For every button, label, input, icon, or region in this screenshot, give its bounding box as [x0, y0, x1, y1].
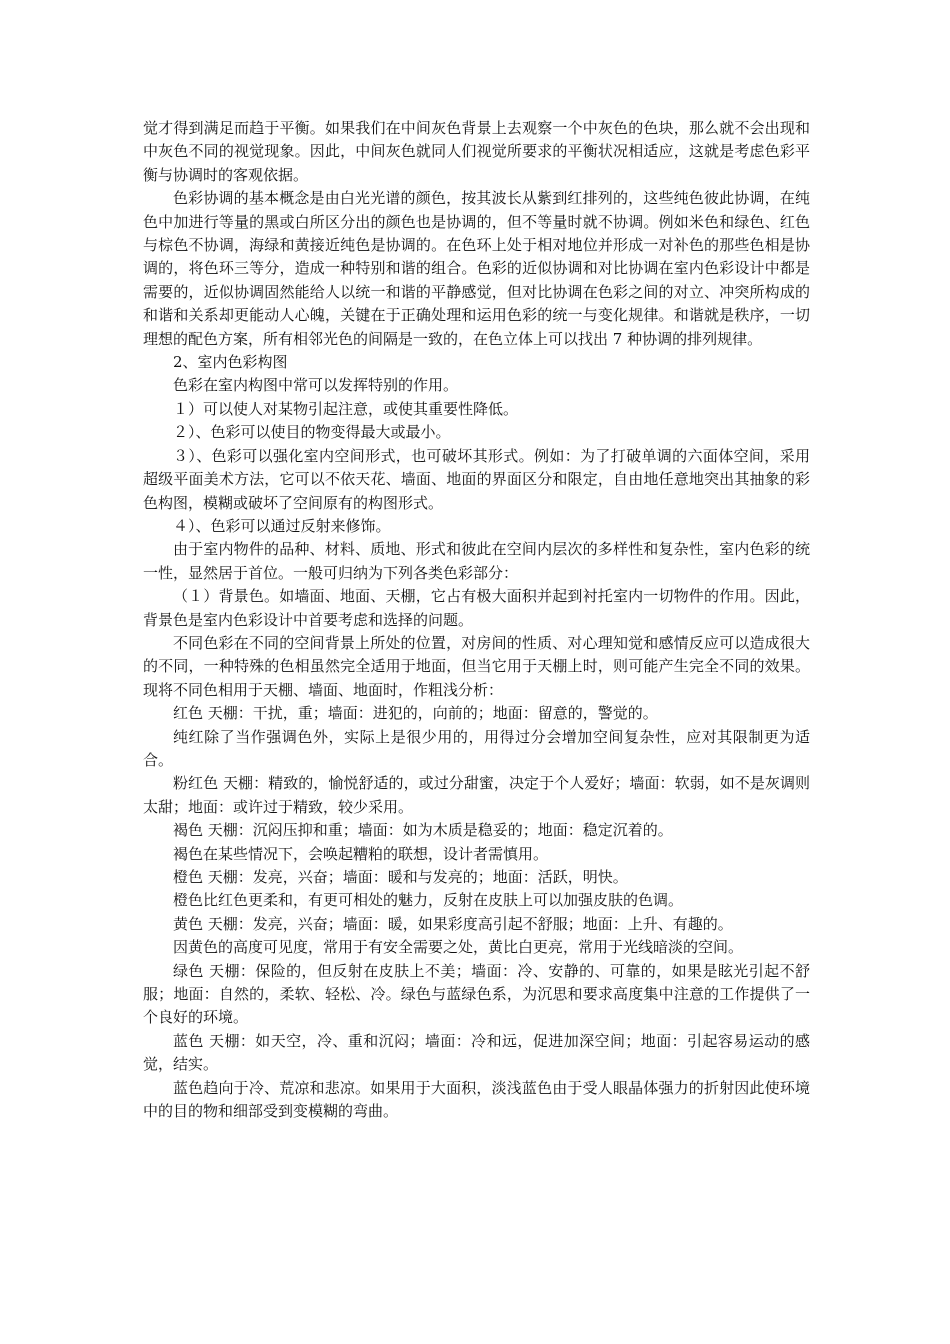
- list-item-3: ３）、色彩可以强化室内空间形式，也可破坏其形式。例如：为了打破单调的六面体空间，采用超级平面美术方法，它可以不依天花、墙面、地面的界面区分和限定，自由地任意地突出其抽象的彩色构图，模糊或破坏了空间原有的构图形式。: [143, 446, 810, 512]
- color-entry-blue: 蓝色 天棚：如天空，冷、重和沉闷；墙面：冷和远，促进加深空间；地面：引起容易运动的感觉，结实。: [143, 1031, 810, 1074]
- list-item-2: ２）、色彩可以使目的物变得最大或最小。: [173, 423, 451, 442]
- paragraph: 不同色彩在不同的空间背景上所处的位置，对房间的性质、对心理知觉和感情反应可以造成很大的不同，一种特殊的色相虽然完全适用于地面，但当它用于天棚上时，则可能产生完全不同的效果。现将不同色相用于天棚、墙面、地面时，作粗浅分析：: [143, 633, 810, 699]
- paragraph: 色彩在室内构图中常可以发挥特别的作用。: [173, 376, 459, 395]
- paragraph-background-color: （１）背景色。如墙面、地面、天棚，它占有极大面积并起到衬托室内一切物件的作用。因此，背景色是室内色彩设计中首要考虑和选择的问题。: [143, 587, 810, 629]
- color-entry-red: 红色 天棚：干扰，重；墙面：进犯的，向前的；地面：留意的，警觉的。: [173, 704, 658, 723]
- paragraph-color-harmony: 色彩协调的基本概念是由白光光谱的颜色，按其波长从紫到红排列的，这些纯色彼此协调，在纯色中加进行等量的黑或白所区分出的颜色也是协调的，但不等量时就不协调。例如米色和绿色、红色与棕色不协调，海绿和黄接近纯色是协调的。在色环上处于相对地位并形成一对补色的那些色相是协调的，将色环三等分，造成一种特别和谐的组合。色彩的近似协调和对比协调在室内色彩设计中都是需要的，近似协调固然能给人以统一和谐的平静感觉，但对比协调在色彩之间的对立、冲突所构成的和谐和关系却更能动人心魄，关键在于正确处理和运用色彩的统一与变化规律。和谐就是秩序，一切理想的配色方案，所有相邻光色的间隔是一致的，在色立体上可以找出 7 种协调的排列规律。: [143, 189, 810, 348]
- paragraph: 由于室内物件的品种、材料、质地、形式和彼此在空间内层次的多样性和复杂性，室内色彩的统一性，显然居于首位。一般可归纳为下列各类色彩部分：: [143, 540, 810, 582]
- paragraph: 褐色在某些情况下，会唤起糟粕的联想，设计者需慎用。: [173, 844, 549, 863]
- color-entry-brown: 褐色 天棚：沉闷压抑和重；墙面：如为木质是稳妥的；地面：稳定沉着的。: [173, 821, 673, 840]
- paragraph: 因黄色的高度可见度，常用于有安全需要之处，黄比白更亮，常用于光线暗淡的空间。: [173, 938, 744, 957]
- color-entry-orange: 橙色 天棚：发亮，兴奋；墙面：暖和与发亮的；地面：活跃，明快。: [173, 868, 628, 886]
- paragraph: 纯红除了当作强调色外，实际上是很少用的，用得过分会增加空间复杂性，应对其限制更为适合。: [143, 727, 810, 769]
- section-heading-composition: 2、室内色彩构图: [173, 353, 288, 372]
- paragraph: 蓝色趋向于冷、荒凉和悲凉。如果用于大面积，淡浅蓝色由于受人眼晶体强力的折射因此使环境中的目的物和细部受到变模糊的弯曲。: [143, 1078, 810, 1121]
- color-entry-green: 绿色 天棚：保险的，但反射在皮肤上不美；墙面：冷、安静的、可靠的，如果是眩光引起不舒服；地面：自然的，柔软、轻松、冷。绿色与蓝绿色系，为沉思和要求高度集中注意的工作提供了一个良好的环境。: [143, 961, 810, 1027]
- list-item-1: １）可以使人对某物引起注意，或使其重要性降低。: [173, 399, 519, 418]
- list-item-4: ４）、色彩可以通过反射来修饰。: [173, 516, 391, 535]
- document-body: [143, 117, 810, 1123]
- color-entry-yellow: 黄色 天棚：发亮，兴奋；墙面：暖，如果彩度高引起不舒服；地面：上升、有趣的。: [173, 914, 733, 933]
- paragraph-continuation: 觉才得到满足而趋于平衡。如果我们在中间灰色背景上去观察一个中灰色的色块，那么就不会出现和中灰色不同的视觉现象。因此，中间灰色就同人们视觉所要求的平衡状况相适应，这就是考虑色彩平衡与协调时的客观依据。: [143, 119, 810, 184]
- color-entry-pink: 粉红色 天棚：精致的，愉悦舒适的，或过分甜蜜，决定于个人爱好；墙面：软弱，如不是灰调则太甜；地面：或许过于精致，较少采用。: [143, 774, 810, 816]
- paragraph: 橙色比红色更柔和，有更可相处的魅力，反射在皮肤上可以加强皮肤的色调。: [173, 891, 684, 910]
